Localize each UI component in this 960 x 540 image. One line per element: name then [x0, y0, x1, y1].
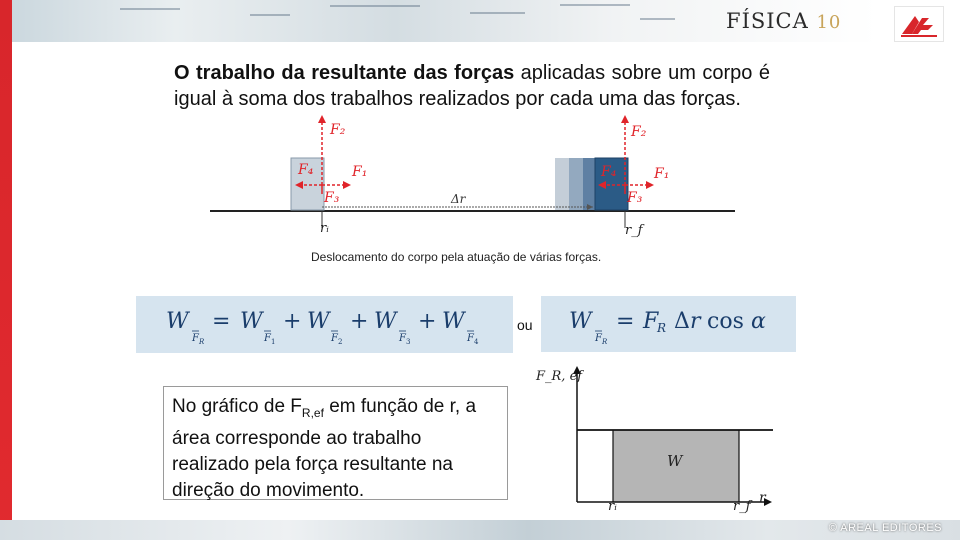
f4-label-final: F₄	[601, 164, 617, 180]
svg-text:=: =	[616, 309, 635, 334]
svg-text:F: F	[467, 333, 474, 344]
work-area-label: W	[667, 452, 683, 470]
formula-sum	[136, 296, 513, 353]
graph-explanation-box	[163, 386, 508, 500]
f3-label-initial: F₃	[324, 190, 340, 206]
svg-text:r: r	[690, 309, 701, 334]
svg-text:W: W	[240, 309, 263, 334]
left-accent-stripe	[0, 0, 12, 540]
copyright-text: © AREAL EDITORES	[828, 522, 942, 534]
svg-text:F: F	[643, 309, 659, 334]
svg-text:1: 1	[271, 338, 276, 346]
svg-text:+: +	[283, 309, 302, 334]
svg-text:W: W	[569, 309, 592, 334]
ri-label: rᵢ	[320, 221, 329, 236]
forces-diagram	[205, 110, 745, 245]
svg-text:F: F	[399, 333, 406, 344]
svg-text:F: F	[192, 333, 199, 344]
formula-product	[541, 296, 796, 352]
svg-text:W: W	[166, 309, 189, 334]
ghost-block-2	[569, 158, 585, 210]
svg-text:F: F	[264, 333, 271, 344]
x-axis-label: r	[759, 490, 766, 506]
graph-rf-label: r_f	[733, 499, 751, 514]
diagram-caption: Deslocamento do corpo pela atuação de várias forças.	[311, 250, 602, 264]
work-area-graph	[530, 362, 780, 520]
f1-label-initial: F₁	[352, 164, 368, 180]
intro-bold-text: O trabalho da resultante das forças	[174, 62, 515, 84]
formula-product-box	[541, 296, 796, 352]
footer-banner	[0, 520, 960, 540]
intro-rest-text: aplicadas sobre um corpo é igual à soma dos trabalhos realizados por cada uma das forças.	[174, 62, 771, 110]
svg-text:F: F	[595, 333, 602, 344]
ghost-block-1	[555, 158, 571, 210]
svg-text:cos: cos	[707, 309, 744, 334]
svg-text:α: α	[751, 309, 766, 334]
areal-logo-icon	[894, 6, 944, 42]
formula-sum-box	[136, 296, 513, 353]
svg-text:4: 4	[474, 338, 479, 346]
svg-text:R: R	[199, 338, 205, 346]
formula-separator: ou	[517, 317, 533, 333]
svg-text:Δ: Δ	[674, 309, 690, 334]
svg-text:R: R	[657, 321, 667, 335]
svg-text:F: F	[331, 333, 338, 344]
delta-r-label: Δr	[451, 192, 466, 206]
svg-text:+: +	[418, 309, 437, 334]
graph-explanation-text: No gráfico de $F_{R,ef}$ em função de r, a área corresponde ao trabalho realizado pela força resultante na direção do movimento.	[172, 396, 477, 501]
f4-label-initial: F₄	[298, 162, 314, 178]
f3-label-final: F₃	[627, 190, 643, 206]
intro-paragraph	[174, 60, 770, 112]
graph-ri-label: rᵢ	[608, 499, 617, 514]
rf-label: r_f	[625, 223, 643, 238]
svg-text:+: +	[350, 309, 369, 334]
svg-text:W: W	[442, 309, 465, 334]
f2-label-final: F₂	[631, 124, 647, 140]
svg-text:=: =	[212, 309, 231, 334]
svg-text:R: R	[602, 338, 608, 346]
f2-label-initial: F₂	[330, 122, 346, 138]
f1-label-final: F₁	[654, 166, 670, 182]
page-title: FÍSICA 10	[726, 9, 842, 33]
svg-text:W: W	[374, 309, 397, 334]
svg-text:2: 2	[338, 338, 343, 346]
svg-text:W: W	[307, 309, 330, 334]
svg-text:3: 3	[406, 338, 411, 346]
y-axis-label: F_R, ef	[536, 369, 583, 384]
